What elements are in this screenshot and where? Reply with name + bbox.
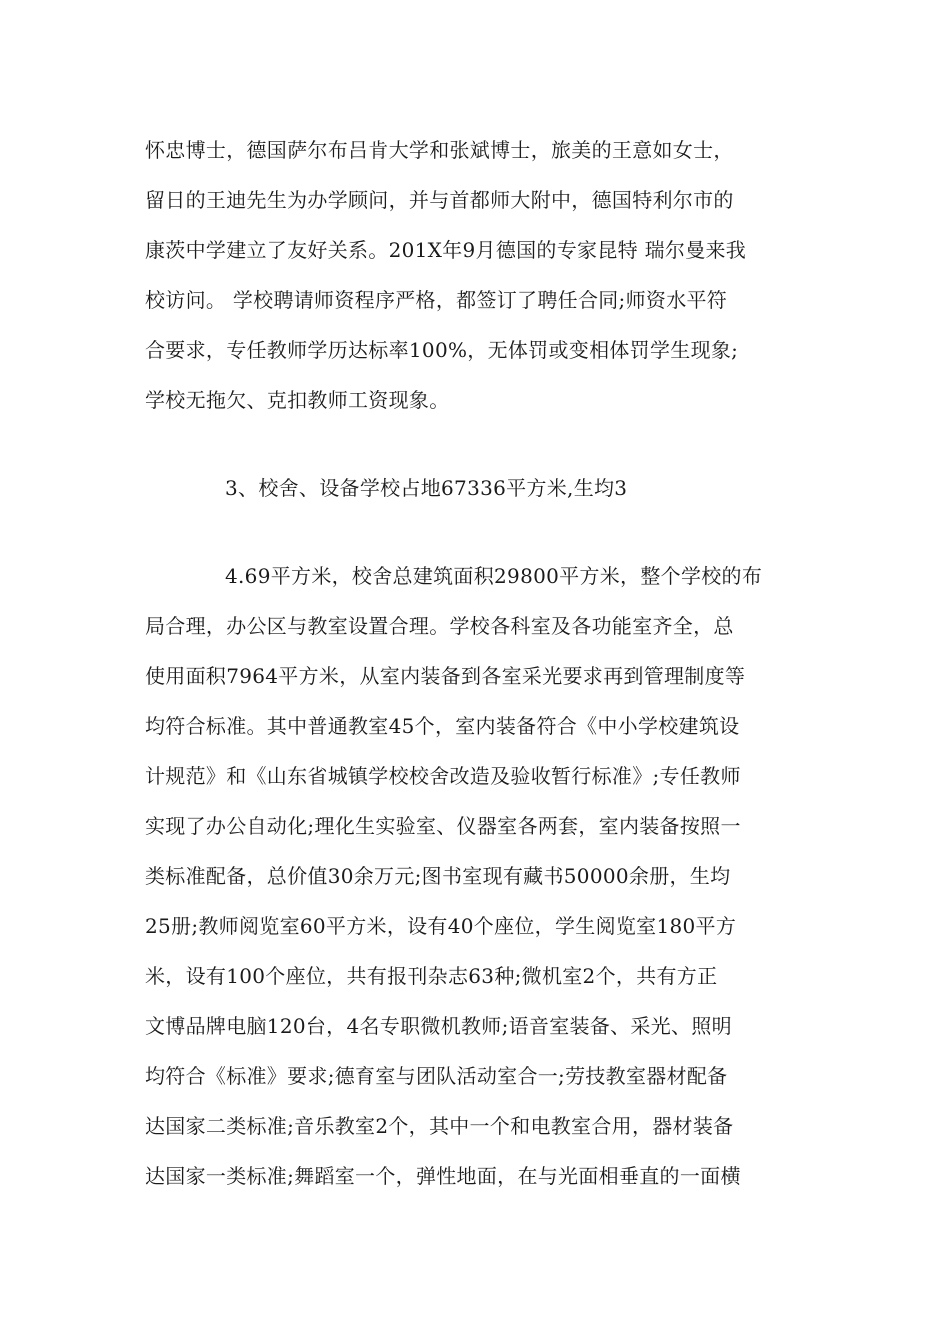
paragraph-1-line-3: 康茨中学建立了友好关系。201X年9月德国的专家昆特 瑞尔曼来我 (145, 238, 747, 262)
section-heading: 3、校舍、设备学校占地67336平方米,生均3 (225, 476, 628, 500)
paragraph-2-line-6: 实现了办公自动化;理化生实验室、仪器室各两套，室内装备按照一 (145, 814, 741, 838)
paragraph-2-line-2: 局合理，办公区与教室设置合理。学校各科室及各功能室齐全，总 (145, 614, 734, 638)
paragraph-1-line-6: 学校无拖欠、克扣教师工资现象。 (145, 388, 450, 412)
paragraph-1-line-2: 留日的王迪先生为办学顾问，并与首都师大附中，德国特利尔市的 (145, 188, 734, 212)
paragraph-2-line-3: 使用面积7964平方米，从室内装备到各室采光要求再到管理制度等 (145, 664, 746, 688)
paragraph-2-line-1: 4.69平方米，校舍总建筑面积29800平方米，整个学校的布 (225, 564, 763, 588)
paragraph-2-line-4: 均符合标准。其中普通教室45个，室内装备符合《中小学校建筑设 (145, 714, 740, 738)
paragraph-1-line-4: 校访问。 学校聘请师资程序严格，都签订了聘任合同;师资水平符 (145, 288, 728, 312)
paragraph-2-line-10: 文博品牌电脑120台，4名专职微机教师;语音室装备、采光、照明 (145, 1014, 732, 1038)
paragraph-2-line-5: 计规范》和《山东省城镇学校校舍改造及验收暂行标准》;专任教师 (145, 764, 741, 788)
paragraph-1-line-5: 合要求，专任教师学历达标率100%，无体罚或变相体罚学生现象; (145, 338, 739, 362)
paragraph-2-line-8: 25册;教师阅览室60平方米，设有40个座位，学生阅览室180平方 (145, 914, 737, 938)
paragraph-2-line-11: 均符合《标准》要求;德育室与团队活动室合一;劳技教室器材配备 (145, 1064, 728, 1088)
paragraph-2-line-7: 类标准配备，总价值30余万元;图书室现有藏书50000余册，生均 (145, 864, 731, 888)
paragraph-1-line-1: 怀忠博士，德国萨尔布吕肯大学和张斌博士，旅美的王意如女士， (145, 138, 734, 162)
paragraph-2-line-13: 达国家一类标准;舞蹈室一个，弹性地面，在与光面相垂直的一面横 (145, 1164, 741, 1188)
paragraph-2-line-9: 米，设有100个座位，共有报刊杂志63种;微机室2个，共有方正 (145, 964, 718, 988)
paragraph-2-line-12: 达国家二类标准;音乐教室2个，其中一个和电教室合用，器材装备 (145, 1114, 734, 1138)
